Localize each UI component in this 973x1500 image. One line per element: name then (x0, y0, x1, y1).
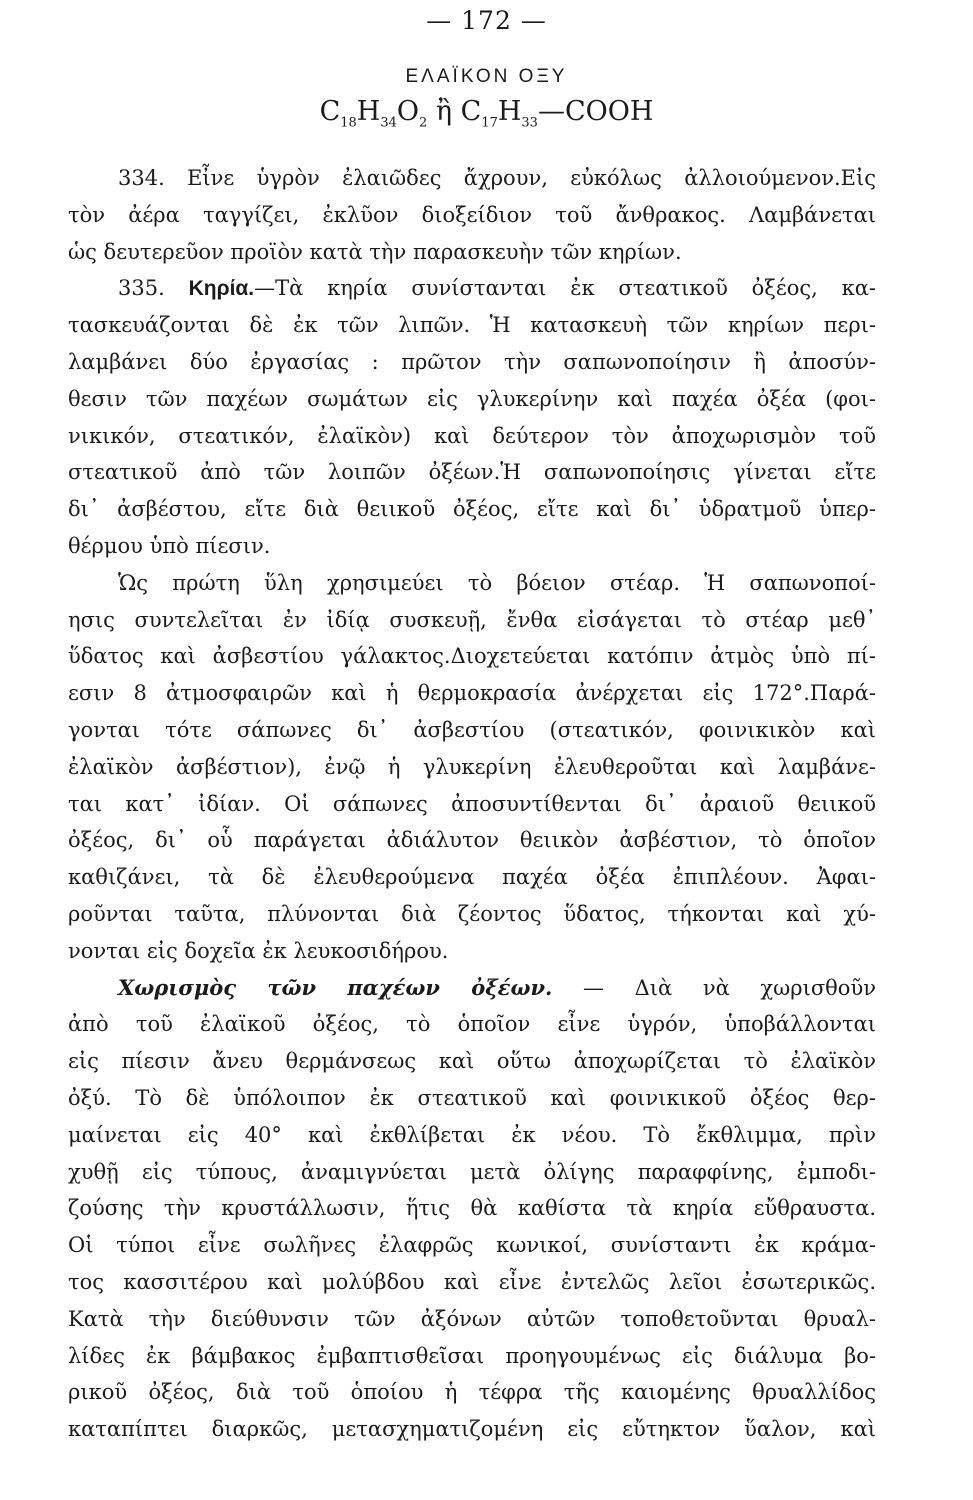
text-line: τασκευάζονται δὲ ἐκ τῶν λιπῶν. Ἡ κατασκευὴ τῶν κηρίων περι- (68, 313, 876, 338)
text-line: τος κασσιτέρου καὶ μολύβδου καὶ εἶνε ἐντελῶς λεῖοι ἐσωτερικῶς. (68, 1269, 876, 1294)
formula-c2: C (460, 96, 482, 127)
text-line: ὀξύ. Τὸ δὲ ὑπόλοιπον ἐκ στεατικοῦ καὶ φοινικικοῦ ὀξέος θερ- (68, 1085, 876, 1110)
text-line: μαίνεται εἰς 40° καὶ ἐκθλίβεται ἐκ νέου. Τὸ ἔκθλιμμα, πρὶν (68, 1122, 876, 1147)
text-line: θεσιν τῶν παχέων σωμάτων εἰς γλυκερίνην καὶ παχέα ὀξέα (φοι- (68, 386, 876, 411)
text-line: ται κατ᾽ ἰδίαν. Οἱ σάπωνες ἀποσυντίθενται δι᾽ ἀραιοῦ θειικοῦ (68, 791, 876, 816)
formula-sub-2: 2 (419, 115, 428, 131)
text-line-with-heading (68, 270, 876, 307)
text-line: καθιζάνει, τὰ δὲ ἐλευθερούμενα παχέα ὀξέα ἐπιπλέουν. Ἀφαι- (68, 865, 876, 890)
text-line: λαμβάνει δύο ἐργασίας : πρῶτον τὴν σαπωνοποίησιν ἢ ἀποσύν- (68, 349, 876, 374)
text-line: στεατικοῦ ἀπὸ τῶν λοιπῶν ὀξέων.Ἡ σαπωνοποίησις γίνεται εἴτε (68, 460, 876, 485)
text-line: εἰς πίεσιν ἄνευ θερμάνσεως καὶ οὕτω ἀποχωρίζεται τὸ ἐλαϊκὸν (68, 1049, 876, 1074)
chemical-formula (0, 96, 973, 130)
text-line: Κατὰ τὴν διεύθυνσιν τῶν ἀξόνων αὐτῶν τοποθετοῦνται θρυαλ- (68, 1306, 876, 1331)
text-line-rest: — Διὰ νὰ χωρισθοῦν (582, 975, 876, 1000)
text-line: τὸν ἀέρα ταγγίζει, ἐκλῦον διοξείδιον τοῦ ἄνθρακος. Λαμβάνεται (68, 202, 876, 227)
text-line: ζούσης τὴν κρυστάλλωσιν, ἥτις θὰ καθίστα τὰ κηρία εὔθραυστα. (68, 1196, 876, 1221)
text-line: ἀπὸ τοῦ ἐλαϊκοῦ ὀξέος, τὸ ὁποῖον εἶνε ὑγρόν, ὑποβάλλονται (68, 1012, 876, 1037)
text-line: ησις συντελεῖται ἐν ἰδίᾳ συσκευῇ, ἔνθα εἰσάγεται τὸ στέαρ μεθ᾽ (68, 607, 876, 632)
text-line: ὀξέος, δι᾽ οὗ παράγεται ἀδιάλυτον θειικὸν ἀσβέστιον, τὸ ὁποῖον (68, 828, 876, 853)
text-line: ρικοῦ ὀξέος, διὰ τοῦ ὁποίου ἡ τέφρα τῆς καιομένης θρυαλλίδος (68, 1380, 876, 1405)
text-line: εσιν 8 ἀτμοσφαιρῶν καὶ ἡ θερμοκρασία ἀνέρχεται εἰς 172°.Παρά- (68, 681, 876, 706)
text-line: θέρμου ὑπὸ πίεσιν. (68, 533, 271, 558)
heading-kiria: Κηρία. (188, 277, 255, 301)
formula-h1: H (356, 96, 381, 127)
formula-o1: O (396, 96, 420, 127)
text-line: καταπίπτει διαρκῶς, μετασχηματιζομένη εἰς εὔτηκτον ὕαλον, καὶ (68, 1417, 876, 1442)
text-line: ὡς δευτερεῦον προϊὸν κατὰ τὴν παρασκευὴν τῶν κηρίων. (68, 239, 682, 264)
text-line: γονται τότε σάπωνες δι᾽ ἀσβεστίου (στεατικόν, φοινικικὸν καὶ (68, 717, 876, 742)
text-line: νονται εἰς δοχεῖα ἐκ λευκοσιδήρου. (68, 938, 449, 963)
text-line: Ὡς πρώτη ὕλη χρησιμεύει τὸ βόειον στέαρ. Ἡ σαπωνοποί- (118, 570, 876, 595)
formula-or: ἢ (427, 96, 461, 127)
text-line: ροῦνται ταῦτα, πλύνονται διὰ ζέοντος ὕδατος, τήκονται καὶ χύ- (68, 901, 876, 926)
formula-h2: H (497, 96, 522, 127)
text-line: 334. Εἶνε ὑγρὸν ἐλαιῶδες ἄχρουν, εὐκόλως ἀλλοιούμενον.Εἰς (118, 166, 876, 190)
text-line: δι᾽ ἀσβέστου, εἴτε διὰ θειικοῦ ὀξέος, εἴτε καὶ δι᾽ ὑδρατμοῦ ὑπερ- (68, 497, 876, 522)
text-line: Οἱ τύποι εἶνε σωλῆνες ἐλαφρῶς κωνικοί, συνίσταντι ἐκ κράμα- (68, 1233, 876, 1258)
formula-sub-34: 34 (380, 115, 397, 131)
text-line: λίδες ἐκ βάμβακος ἐμβαπτισθεῖσαι προηγουμένως εἰς διάλυμα βο- (68, 1343, 876, 1368)
body-text (68, 160, 876, 1448)
text-line: ἐλαϊκὸν ἀσβέστιον), ἐνῷ ἡ γλυκερίνη ἐλευθεροῦται καὶ λαμβάνε- (68, 754, 876, 779)
formula-c1: C (319, 96, 341, 127)
page-number: — 172 — (426, 6, 547, 35)
text-line-rest: —Τὰ κηρία συνίστανται ἐκ στεατικοῦ ὀξέος, κα- (254, 276, 876, 301)
formula-tail: —COOH (537, 96, 654, 127)
formula-sub-17: 17 (481, 115, 498, 131)
text-line: ὕδατος καὶ ἀσβεστίου γάλακτος.Διοχετεύεται κατόπιν ἀτμὸς ὑπὸ πί- (68, 644, 876, 669)
section-title: ΕΛΑΪΚΟΝ ΟΞΥ (405, 66, 568, 87)
formula-sub-18: 18 (340, 115, 357, 131)
formula-sub-33: 33 (521, 115, 538, 131)
paragraph-number: 335. (118, 276, 165, 301)
text-line: νικικόν, στεατικόν, ἐλαϊκὸν) καὶ δεύτερον τὸν ἀποχωρισμὸν τοῦ (68, 423, 876, 448)
text-line-with-heading (68, 970, 876, 1007)
text-line: χυθῇ εἰς τύπους, ἀναμιγνύεται μετὰ ὀλίγης παραφφίνης, ἐμποδι- (68, 1159, 876, 1184)
heading-separation: Χωρισμὸς τῶν παχέων ὀξέων. (118, 974, 553, 1000)
